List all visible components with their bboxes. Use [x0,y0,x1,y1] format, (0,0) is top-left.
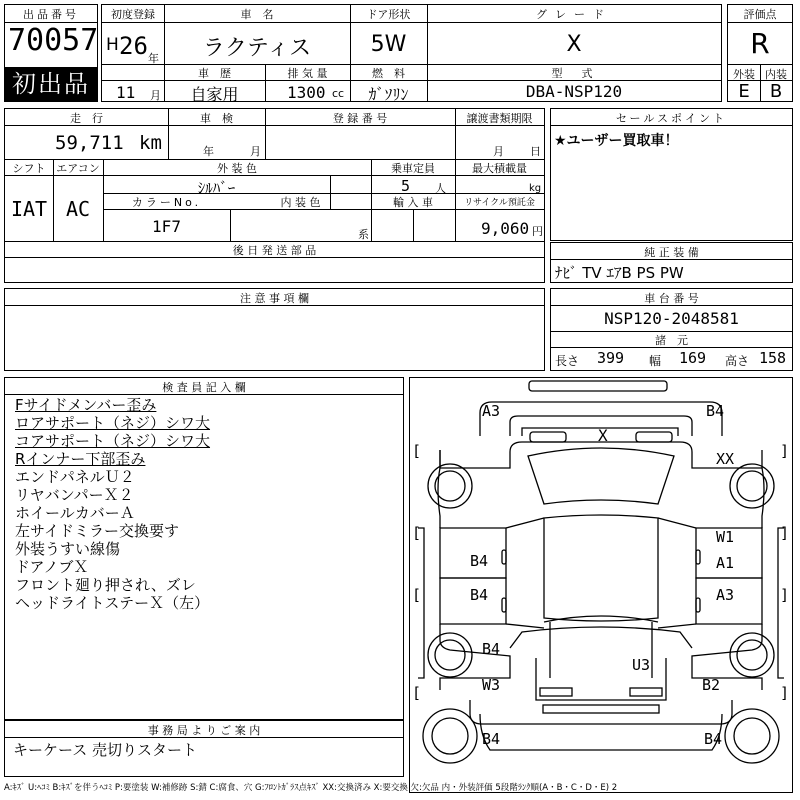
seats-unit: 人 [435,182,446,195]
history-label: 車 歴 [198,67,231,80]
mileage: 59,711 [55,132,124,154]
interior-color-label: 内 装 色 [280,196,321,209]
shift: IAT [10,197,48,221]
office-label: 事 務 局 よ り ご 案 内 [147,724,261,737]
first-reg-month: 11 [116,83,136,102]
exterior-label: 外装 [733,68,755,81]
shift-label: シフト [12,162,46,175]
bracket-mark: ] [780,684,790,702]
first-registration-label: 初度登録 [111,8,155,21]
inspector-box [4,377,404,720]
car-name: ラクティス [202,36,312,61]
damage-mark: W1 [716,528,735,546]
door-type: 5W [370,32,407,57]
model-code: DBA-NSP120 [525,82,623,101]
color-number: 1F7 [152,217,181,236]
sales-point-label: セールスポイント [615,112,727,125]
damage-mark: W3 [482,676,501,694]
first-reg-year: 26 [119,32,148,60]
exterior-color: ｼﾙﾊﾞｰ [197,179,236,197]
inspector-note: コアサポート（ネジ）シワ大 [15,432,211,450]
inspector-note: フロント廻り押され、ズレ [15,576,196,594]
office-text: キーケース 売切りスタート [13,741,198,759]
fuel-label: 燃 料 [372,67,405,80]
displacement-unit: cc [332,87,345,100]
exterior-score: E [738,81,750,102]
chassis-label: 車 台 番 号 [644,292,699,305]
damage-mark: A3 [482,402,501,420]
air-conditioner: AC [65,197,91,221]
transfer-month-unit: 月 [493,145,504,158]
ac-label: エアコン [56,162,100,175]
score-box [727,4,793,102]
era: H [106,35,119,55]
history: 自家用 [190,85,239,104]
inspector-note: 左サイドミラー交換要す [15,522,179,540]
inspector-note: ドアノブＸ [15,558,89,576]
vehicle-info-table [101,4,722,102]
damage-mark: B4 [470,552,489,570]
recycle-deposit: 9,060 [481,219,530,238]
first-listing-badge: 初出品 [5,67,97,101]
office-box [4,720,404,777]
inspector-note: エンドパネルＵ２ [15,468,135,486]
interior-score: B [769,81,783,102]
score-label: 評価点 [743,8,777,21]
mileage-label: 走 行 [70,112,103,125]
sales-point-text: ★ユーザー買取車！ [554,133,679,149]
length: 399 [597,349,625,367]
dimensions-label: 諸 元 [655,334,688,347]
bracket-mark: ] [780,586,790,604]
displacement-label: 排 気 量 [287,67,328,80]
bracket-mark: [ [412,442,422,460]
damage-mark: B2 [702,676,721,694]
transfer-doc-label: 譲渡書類期限 [466,112,533,125]
bracket-mark: [ [412,684,422,702]
recycle-unit: 円 [532,225,543,238]
recycle-label: リサイクル預託金 [464,198,535,208]
damage-mark: A1 [716,554,735,572]
bracket-mark: [ [412,586,422,604]
legend: A:ｷｽﾞ U:ﾍｺﾐ B:ｷｽﾞを伴うﾍｺﾐ P:要塗装 W:補修跡 S:錆 C:腐食、穴 G:ﾌﾛﾝﾄｶﾞﾗｽ点ｷｽﾞ XX:交換済み X:要交換 欠:欠品 内・外装評価 5段階ﾗﾝｸ順(A・B・C・D・E) 2 [4,783,618,793]
inspector-note: 外装うすい線傷 [15,540,121,558]
inspector-note: リヤバンパーＸ２ [15,486,134,504]
displacement: 1300 [287,83,326,102]
later-parts-label: 後 日 発 送 部 品 [232,244,317,257]
inspector-note: Fサイドメンバー歪み [15,396,157,414]
lot-number-label: 出品番号 [23,8,79,21]
inspection-month-unit: 月 [250,145,261,158]
damage-mark: A3 [716,586,735,604]
width-label: 幅 [649,354,662,368]
notes-box [4,288,545,371]
damage-diagram [409,377,793,793]
interior-color-suffix: 系 [358,228,369,241]
height-label: 高さ [725,354,750,368]
inspector-note: ロアサポート（ネジ）シワ大 [15,414,211,432]
fuel: ｶﾞｿﾘﾝ [368,85,409,104]
seats-label: 乗車定員 [391,162,435,175]
damage-mark: B4 [482,730,501,748]
transfer-day-unit: 日 [530,145,541,158]
import-label: 輸 入 車 [393,196,433,209]
door-label: ドア形状 [366,8,411,21]
inspection-label: 車 検 [200,112,233,125]
length-label: 長さ [555,354,580,368]
chassis-box [550,288,793,371]
height: 158 [759,349,787,367]
plate-label: 登 録 番 号 [332,112,388,125]
inspector-note: ヘッドライトステーＸ（左） [15,594,210,612]
interior-label: 内装 [765,68,787,81]
chassis-number: NSP120-2048581 [604,309,739,328]
sales-point-box [550,108,793,241]
damage-mark: U3 [632,656,651,674]
bracket-mark: [ [412,524,422,542]
car-name-label: 車 名 [240,8,274,21]
damage-mark: XX [716,450,735,468]
inspector-note: Rインナー下部歪み [15,450,146,468]
details-table [4,108,545,283]
damage-mark: B4 [482,640,501,658]
bracket-mark: ] [780,524,790,542]
inspection-year-unit: 年 [203,145,214,158]
color-no-label: カラーNo. [131,196,202,209]
equipment-label: 純 正 装 備 [644,246,699,259]
notes-label: 注 意 事 項 欄 [240,292,309,305]
first-reg-year-unit: 年 [148,52,159,65]
damage-mark: B4 [704,730,723,748]
grade: X [566,32,582,57]
load-label: 最大積載量 [472,162,527,175]
overall-score: R [750,27,770,60]
lot-number: 70057 [8,23,99,58]
inspector-label: 検 査 員 記 入 欄 [162,381,246,394]
first-reg-month-unit: 月 [150,89,161,102]
width: 169 [679,349,707,367]
equipment-text: ﾅﾋﾞ TV ｴｱB PS PW [555,264,684,282]
damage-mark: B4 [706,402,725,420]
load-unit: kg [529,183,542,194]
damage-mark: B4 [470,586,489,604]
model-label: 型 式 [551,67,597,80]
damage-mark: X [598,426,608,445]
lot-number-box [4,4,98,102]
mileage-unit: km [139,132,162,154]
color-label: 外 装 色 [217,162,257,175]
equipment-box [550,242,793,283]
seats: 5 [401,177,411,195]
bracket-mark: ] [780,442,790,460]
grade-label: グレード [536,8,612,21]
inspector-note: ホイールカバーＡ [15,504,135,522]
